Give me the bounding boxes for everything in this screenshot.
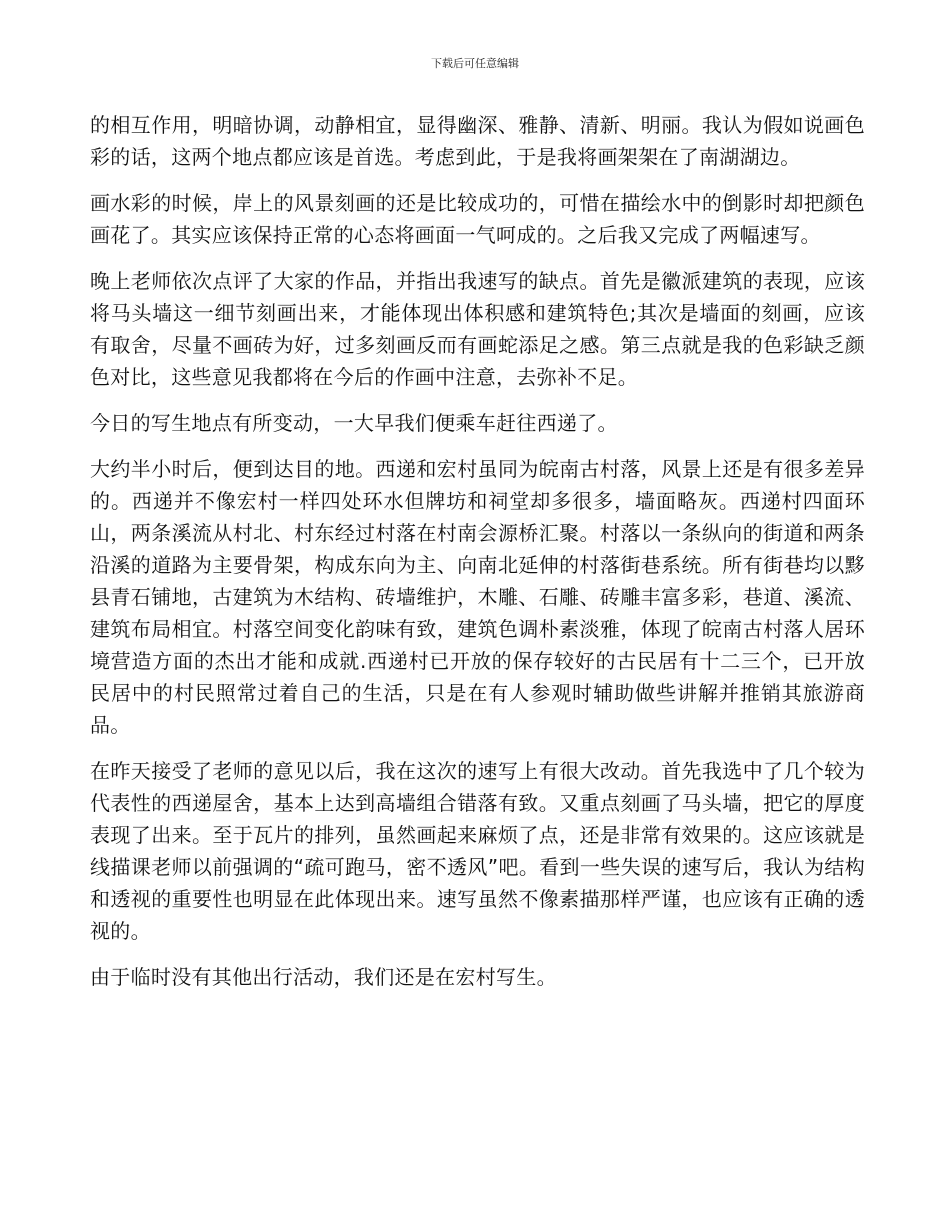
document-body <box>90 109 865 1007</box>
paragraph-2: 画水彩的时候，岸上的风景刻画的还是比较成功的，可惜在描绘水中的倒影时却把颜色画花了。其实应该保持正常的心态将画面一气呵成的。之后我又完成了两幅速写。 <box>90 191 865 247</box>
paragraph-1: 的相互作用，明暗协调，动静相宜，显得幽深、雅静、清新、明丽。我认为假如说画色彩的话，这两个地点都应该是首选。考虑到此，于是我将画架架在了南湖湖边。 <box>90 113 865 169</box>
paragraph-3: 晚上老师依次点评了大家的作品，并指出我速写的缺点。首先是徽派建筑的表现，应该将马头墙这一细节刻画出来，才能体现出体积感和建筑特色;其次是墙面的刻画，应该有取舍，尽量不画砖为好，过多刻画反而有画蛇添足之感。第三点就是我的色彩缺乏颜色对比，这些意见我都将在今后的作画中注意，去弥补不足。 <box>90 269 865 389</box>
paragraph-6: 在昨天接受了老师的意见以后，我在这次的速写上有很大改动。首先我选中了几个较为代表性的西递屋舍，基本上达到高墙组合错落有致。又重点刻画了马头墙，把它的厚度表现了出来。至于瓦片的排列，虽然画起来麻烦了点，还是非常有效果的。这应该就是线描课老师以前强调的“疏可跑马，密不透风”吧。看到一些失误的速写后，我认为结构和透视的重要性也明显在此体现出来。速写虽然不像素描那样严谨，也应该有正确的透视的。 <box>90 759 865 943</box>
paragraph-7: 由于临时没有其他出行活动，我们还是在宏村写生。 <box>90 965 557 989</box>
page-header: 下载后可任意编辑 <box>431 57 519 70</box>
paragraph-5: 大约半小时后，便到达目的地。西递和宏村虽同为皖南古村落，风景上还是有很多差异的。西递并不像宏村一样四处环水但牌坊和祠堂却多很多，墙面略灰。西递村四面环山，两条溪流从村北、村东经过村落在村南会源桥汇聚。村落以一条纵向的街道和两条沿溪的道路为主要骨架，构成东向为主、向南北延伸的村落街巷系统。所有街巷均以黟县青石铺地，古建筑为木结构、砖墙维护，木雕、石雕、砖雕丰富多彩，巷道、溪流、建筑布局相宜。村落空间变化韵味有致，建筑色调朴素淡雅，体现了皖南古村落人居环境营造方面的杰出才能和成就.西递村已开放的保存较好的古民居有十二三个，已开放民居中的村民照常过着自己的生活，只是在有人参观时辅助做些讲解并推销其旅游商品。 <box>90 457 865 737</box>
paragraph-4: 今日的写生地点有所变动，一大早我们便乘车赶往西递了。 <box>90 411 618 435</box>
